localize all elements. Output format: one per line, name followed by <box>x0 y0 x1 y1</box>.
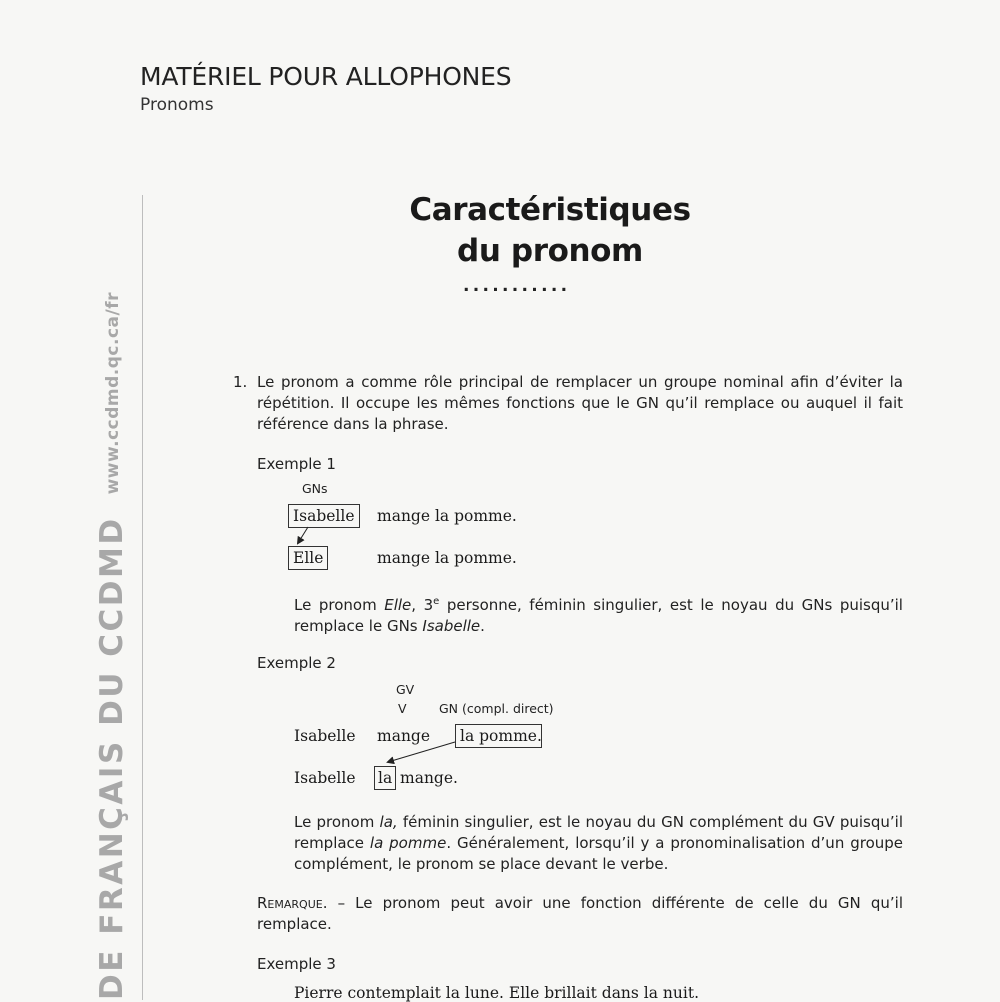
arrow-isabelle-to-elle <box>298 527 308 543</box>
sidebar-url[interactable]: www.ccdmd.qc.ca/fr <box>103 292 123 495</box>
example-2-s1-verb: mange <box>377 727 431 745</box>
boxed-word-la: la <box>374 766 396 790</box>
boxed-word-la-pomme: la pomme <box>455 724 542 748</box>
series-title: MATÉRIEL POUR ALLOPHONES <box>140 62 512 91</box>
item-number: 1. <box>233 373 248 391</box>
label-v: V <box>398 701 407 716</box>
label-gns: GNs <box>302 481 328 496</box>
sidebar-publisher-text: DE FRANÇAIS DU CCDMD <box>94 516 130 1000</box>
example-3-sentence: Pierre contemplait la lune. Elle brillait dans la nuit. <box>294 984 699 1002</box>
remark-paragraph: Remarque. – Le pronom peut avoir une fonction différente de celle du GN qu’il remplace. <box>257 894 903 933</box>
example-3-heading: Exemple 3 <box>257 955 336 973</box>
example-2-explanation: Le pronom la, féminin singulier, est le noyau du GN complément du GV puisqu’il remplace la pomme. Généralement, lorsqu’il y a pronominalisation d’un groupe complément, le pronom se place devant le verbe. <box>294 813 903 873</box>
label-gn-compl-direct: GN (compl. direct) <box>439 701 554 716</box>
example-2-s1-subject: Isabelle <box>294 727 356 745</box>
title-ornament: ........... <box>463 276 571 296</box>
label-gv: GV <box>396 682 415 697</box>
arrow-la-pomme-to-la <box>388 742 455 762</box>
item-paragraph: Le pronom a comme rôle principal de remplacer un groupe nominal afin d’éviter la répétition. Il occupe les mêmes fonctions que le GN qu’il remplace ou auquel il fait référence dans la phrase. <box>257 373 903 433</box>
example-2-heading: Exemple 2 <box>257 654 336 672</box>
example-2-s1-period: . <box>537 727 542 745</box>
example-1-heading: Exemple 1 <box>257 455 336 473</box>
boxed-word-elle: Elle <box>288 546 328 570</box>
example-1-sentence-1-rest: mange la pomme. <box>377 507 517 525</box>
example-1-explanation: Le pronom Elle, 3e personne, féminin singulier, est le noyau du GNs puisqu’il remplace le GNs Isabelle. <box>294 596 903 635</box>
example-2-s2-verb: mange. <box>400 769 458 787</box>
remark-label: Remarque. <box>257 894 328 912</box>
page-title-line-1: Caractéristiques <box>409 192 691 228</box>
example-1-sentence-2-rest: mange la pomme. <box>377 549 517 567</box>
boxed-word-isabelle: Isabelle <box>288 504 360 528</box>
page-title-line-2: du pronom <box>457 233 643 269</box>
series-subtitle: Pronoms <box>140 95 214 115</box>
example-2-s2-subject: Isabelle <box>294 769 356 787</box>
